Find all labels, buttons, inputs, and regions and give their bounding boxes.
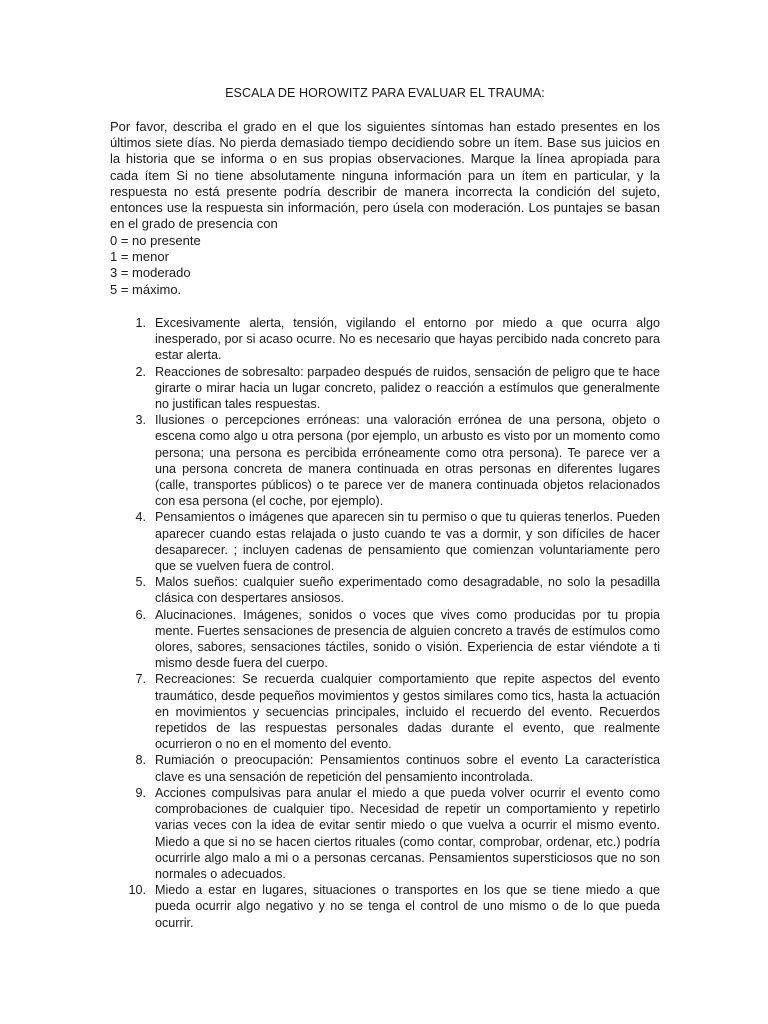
item-number: 5. [135, 575, 146, 590]
item-number: 4. [135, 510, 146, 525]
item-text: Alucinaciones. Imágenes, sonidos o voces que vives como producidas por tu propia mente. Fuertes sensaciones de presencia de alguien concreto a través de estímulos como olores, sabores, sensaciones táctiles, sonido o visión. Experiencia de estar viéndote a ti mismo desde fuera del cuerpo. [155, 607, 660, 671]
list-item [110, 671, 660, 752]
scale-item: 1 = menor [110, 249, 169, 265]
list-item [110, 882, 660, 931]
list-item [110, 364, 660, 413]
item-number: 9. [135, 785, 146, 800]
list-item [110, 752, 660, 784]
symptom-list [110, 315, 660, 931]
item-text: Recreaciones: Se recuerda cualquier comportamiento que repite aspectos del evento traumático, desde pequeños movimientos y gestos similares como tics, hasta la actuación en movimientos y secuencias principales, incluido el recuerdo del evento. Recuerdos repetidos de las respuestas personales dadas durante el evento, que realmente ocurrieron o no en el momento del evento. [155, 672, 660, 752]
list-item [110, 607, 660, 672]
item-text: Acciones compulsivas para anular el miedo a que pueda volver ocurrir el evento como comprobaciones de cualquier tipo. Necesidad de repetir un comportamiento y repetirlo varias veces con la idea de evitar sentir miedo o que vuelva a ocurrir el mismo evento. Miedo a que si no se hacen ciertos rituales (como contar, comprobar, ordenar, etc.) podría ocurrirle algo malo a mi o a personas cercanas. Pensamientos supersticiosos que no son normales o adecuados. [155, 785, 660, 881]
list-item [110, 785, 660, 882]
intro-paragraph: Por favor, describa el grado en el que los siguientes síntomas han estado presentes en los últimos siete días. No pierda demasiado tiempo decidiendo sobre un ítem. Base sus juicios en la historia que se informa o en sus propias observaciones. Marque la línea apropiada para cada ítem Si no tiene absolutamente ninguna información para un ítem en particular, y la respuesta no está presente podría describir de manera incorrecta la condición del sujeto, entonces use la respuesta sin información, pero úsela con moderación. Los puntajes se basan en el grado de presencia con [110, 119, 660, 232]
item-number: 8. [135, 753, 146, 768]
scale-item: 0 = no presente [110, 233, 201, 248]
item-text: Rumiación o preocupación: Pensamientos continuos sobre el evento La característica clave es una sensación de repetición del pensamiento incontrolada. [155, 753, 660, 784]
item-number: 1. [135, 316, 146, 330]
item-number: 6. [135, 607, 146, 622]
page-title: ESCALA DE HOROWITZ PARA EVALUAR EL TRAUMA: [225, 86, 545, 100]
item-number: 3. [135, 413, 146, 428]
scale-item: 5 = máximo. [110, 281, 182, 297]
item-number: 2. [135, 364, 146, 379]
scale-item: 3 = moderado [110, 265, 191, 281]
list-item [110, 509, 660, 574]
item-text: Reacciones de sobresalto: parpadeo después de ruidos, sensación de peligro que te hace girarte o mirar hacia un lugar concreto, palidez o reacción a estímulos que generalmente no justifican tales respuestas. [155, 364, 660, 412]
item-text: Malos sueños: cualquier sueño experimentado como desagradable, no solo la pesadilla clásica con despertares ansiosos. [155, 575, 660, 606]
item-text: Ilusiones o percepciones erróneas: una valoración errónea de una persona, objeto o escena como algo u otra persona (por ejemplo, un arbusto es visto por un momento como persona; una persona es percibida erróneamente como otra persona). Te parece ver a una persona concreta de manera continuada en otras personas en diferentes lugares (calle, transportes públicos) o te parece ver de manera continuada objetos relacionados con esa persona (el coche, por ejemplo). [155, 413, 660, 509]
item-text: Miedo a estar en lugares, situaciones o transportes en los que se tiene miedo a que pueda ocurrir algo negativo y no se tenga el control de uno mismo o de lo que pueda ocurrir. [155, 883, 660, 930]
list-item [110, 574, 660, 606]
item-text: Excesivamente alerta, tensión, vigilando el entorno por miedo a que ocurra algo inesperado, por si acaso ocurre. No es necesario que hayas percibido nada concreto para estar alerta. [155, 316, 660, 363]
item-text: Pensamientos o imágenes que aparecen sin tu permiso o que tu quieras tenerlos. Pueden aparecer cuando estas relajada o justo cuando te vas a dormir, y son difíciles de hacer desaparecer. ; incluyen cadenas de pensamiento que comienzan voluntariamente pero que se vuelven fuera de control. [155, 510, 660, 574]
list-item [110, 412, 660, 509]
list-item [110, 315, 660, 364]
item-number: 7. [135, 672, 146, 687]
item-number: 10. [128, 883, 146, 898]
rating-scale [110, 233, 410, 298]
